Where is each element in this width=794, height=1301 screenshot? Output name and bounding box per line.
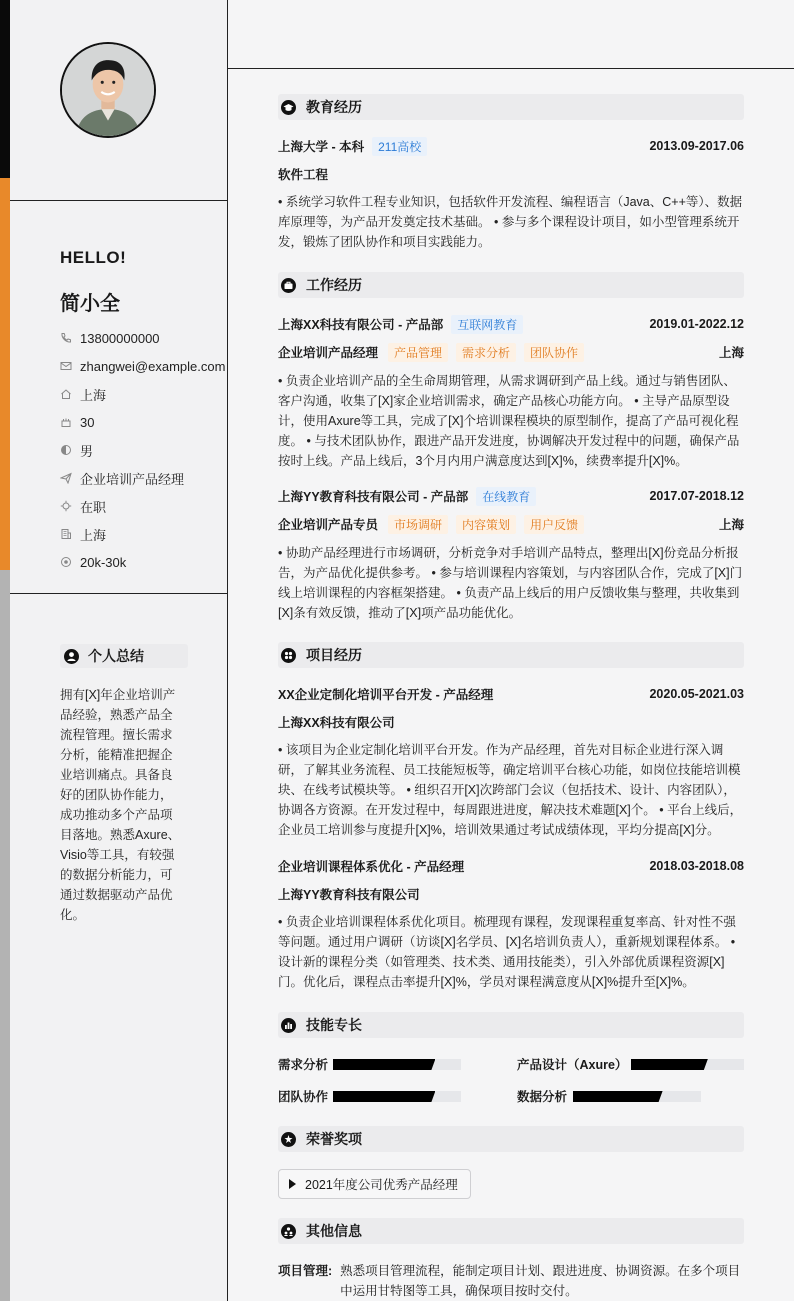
company-name: 上海YY教育科技有限公司 - 产品部 — [278, 490, 469, 504]
skill-tag: 需求分析 — [456, 343, 516, 362]
industry-tag: 互联网教育 — [451, 315, 523, 334]
project-company: 上海YY教育科技有限公司 — [278, 888, 420, 902]
age-icon — [60, 416, 72, 428]
skill-bar-fill — [631, 1059, 708, 1070]
skill-name: 团队协作 — [278, 1090, 329, 1104]
section-title: 教育经历 — [306, 99, 362, 115]
other-info-text: 熟悉项目管理流程，能制定项目计划、跟进进度、协调资源。在多个项目中运用甘特图等工具，确保项目按时交付。 — [340, 1264, 741, 1298]
work-description: • 协助产品经理进行市场调研，分析竞争对手培训产品特点，整理出[X]份竞品分析报告，为产品优化提供参考。 • 参与培训课程内容策划，与内容团队合作，完成了[X]门线上培训课程的内容框架搭建。 • 负责产品上线后的用户反馈收集与整理，共收集到[X]条有效反馈，推动了[X]项产品功能优化。 — [278, 546, 743, 620]
summary-text: 拥有[X]年企业培训产品经验，熟悉产品全流程管理。擅长需求分析，能精准把握企业培训痛点。具备良好的团队协作能力，成功推动多个产品项目落地。熟悉Axure、Visio等工具，有较强的数据分析能力，可通过数据驱动产品优化。 — [60, 688, 181, 922]
gender-value: 男 — [80, 443, 94, 459]
project-date: 2020.05-2021.03 — [649, 687, 744, 701]
people-icon — [281, 1224, 296, 1239]
education-description: • 系统学习软件工程专业知识，包括软件开发流程、编程语言（Java、C++等）、数据库原理等，为产品开发奠定技术基础。 • 参与多个课程设计项目，如小型管理系统开发，锻炼了团队协作和项目实践能力。 — [278, 195, 743, 249]
summary-header — [60, 644, 188, 668]
location-value: 上海 — [80, 387, 107, 403]
info-gender — [60, 436, 225, 464]
section-header-projects — [278, 642, 744, 668]
section-header-other — [278, 1218, 744, 1244]
award-item[interactable] — [278, 1169, 471, 1199]
skill-tag: 用户反馈 — [524, 515, 584, 534]
job-target-value: 企业培训产品经理 — [80, 471, 185, 487]
skill-bar-fill — [573, 1091, 663, 1102]
project-description: • 该项目为企业定制化培训平台开发。作为产品经理，首先对目标企业进行深入调研，了解其业务流程、员工技能短板等，确定培训平台核心功能，如岗位技能培训模块、在线考试模块等。 • 组织召开[X]次跨部门会议（包括技术、设计、内容团队），协调各方资源。在开发过程中，每周跟进进度，解决技术难题[X]个。 • 平台上线后，企业员工培训参与度提升[X]%，培训效果通过考试成绩体现，平均分提高[X]分。 — [278, 743, 743, 837]
project-entry-header — [278, 857, 744, 875]
skill-tag: 内容策划 — [456, 515, 516, 534]
building-icon — [60, 528, 72, 540]
skill-bar-fill — [333, 1059, 435, 1070]
work-city-value: 上海 — [80, 527, 107, 543]
info-job-target — [60, 464, 225, 492]
age-value: 30 — [80, 414, 95, 430]
user-icon — [64, 649, 79, 664]
school-tag: 211高校 — [372, 137, 427, 156]
section-header-education — [278, 94, 744, 120]
info-salary — [60, 548, 225, 576]
sidebar — [10, 0, 228, 1301]
project-date: 2018.03-2018.08 — [649, 859, 744, 873]
gender-icon — [60, 444, 72, 456]
accent-strip-top — [0, 0, 10, 178]
info-phone — [60, 324, 225, 352]
school-name: 上海大学 - 本科 — [278, 140, 365, 154]
work-city: 上海 — [718, 346, 744, 360]
education-date: 2013.09-2017.06 — [649, 139, 744, 153]
work-city: 上海 — [718, 518, 744, 532]
section-title: 其他信息 — [306, 1223, 362, 1239]
work-role-row — [278, 343, 744, 361]
project-company: 上海XX科技有限公司 — [278, 716, 395, 730]
sidebar-divider — [10, 593, 227, 594]
summary-title: 个人总结 — [88, 648, 144, 664]
project-company-row — [278, 713, 744, 731]
play-icon — [289, 1179, 296, 1189]
skill-bar — [333, 1091, 461, 1102]
avatar — [60, 42, 156, 138]
phone-value: 13800000000 — [80, 330, 160, 346]
skill-tag: 团队协作 — [524, 343, 584, 362]
section-header-work — [278, 272, 744, 298]
major: 软件工程 — [278, 168, 329, 182]
skill-name: 需求分析 — [278, 1058, 329, 1072]
info-email — [60, 352, 225, 380]
other-info-label: 项目管理: — [278, 1264, 333, 1278]
skill-bar — [333, 1059, 461, 1070]
section-title: 工作经历 — [306, 277, 362, 293]
work-description: • 负责企业培训产品的全生命周期管理，从需求调研到产品上线。通过与销售团队、客户沟通，收集了[X]家企业培训需求，确定产品核心功能方向。 • 主导产品原型设计，使用Axure等工具，完成了[X]个培训课程模块的原型制作，提高了产品可视化程度。 • 与技术团队协作，跟进产品开发进度，协调解决开发过程中的问题，确保产品按时上线。产品上线后，3个月内用户满意度达到[X]%，续费率提升[X]%。 — [278, 374, 740, 468]
industry-tag: 在线教育 — [476, 487, 536, 506]
status-icon — [60, 500, 72, 512]
education-entry-header — [278, 137, 744, 155]
work-date: 2017.07-2018.12 — [649, 489, 744, 503]
work-entry-header — [278, 315, 744, 333]
work-entry-header — [278, 487, 744, 505]
status-value: 在职 — [80, 499, 107, 515]
job-role: 企业培训产品专员 — [278, 518, 379, 532]
project-company-row — [278, 885, 744, 903]
bar-chart-icon — [281, 1018, 296, 1033]
briefcase-icon — [281, 278, 296, 293]
skill-tag: 产品管理 — [388, 343, 448, 362]
contact-info-list — [60, 324, 225, 576]
hello-heading: HELLO! — [60, 248, 127, 267]
salary-icon — [60, 556, 72, 568]
info-location — [60, 380, 225, 408]
skill-name: 数据分析 — [517, 1090, 568, 1104]
work-role-row — [278, 515, 744, 533]
other-info-row — [278, 1261, 744, 1301]
skill-bar — [631, 1059, 744, 1070]
skill-name: 产品设计（Axure） — [517, 1058, 628, 1072]
award-label: 2021年度公司优秀产品经理 — [305, 1178, 458, 1192]
section-header-skills — [278, 1012, 744, 1038]
grid-icon — [281, 648, 296, 663]
salary-value: 20k-30k — [80, 554, 127, 570]
sidebar-divider — [10, 200, 227, 201]
home-icon — [60, 388, 72, 400]
company-name: 上海XX科技有限公司 - 产品部 — [278, 318, 444, 332]
project-description: • 负责企业培训课程体系优化项目。梳理现有课程，发现课程重复率高、针对性不强等问题。通过用户调研（访谈[X]名学员、[X]名培训负责人），重新规划课程体系。 • 设计新的课程分类（如管理类、技术类、通用技能类），引入外部优质课程资源[X]门。优化后，课程点击率提升[X]%，学员对课程满意度从[X]%提升至[X]%。 — [278, 915, 736, 989]
job-role: 企业培训产品经理 — [278, 346, 379, 360]
graduation-cap-icon — [281, 100, 296, 115]
section-title: 荣誉奖项 — [306, 1131, 362, 1147]
project-name: 企业培训课程体系优化 - 产品经理 — [278, 860, 465, 874]
project-entry-header — [278, 685, 744, 703]
candidate-name: 简小全 — [60, 293, 120, 315]
skill-bar-fill — [333, 1091, 435, 1102]
section-header-awards — [278, 1126, 744, 1152]
skill-tag: 市场调研 — [388, 515, 448, 534]
trophy-icon — [281, 1132, 296, 1147]
section-title: 项目经历 — [306, 647, 362, 663]
work-date: 2019.01-2022.12 — [649, 317, 744, 331]
info-work-city — [60, 520, 225, 548]
email-value: zhangwei@example.com — [80, 358, 226, 374]
skill-bar — [573, 1091, 701, 1102]
info-age — [60, 408, 225, 436]
avatar-photo — [62, 44, 154, 136]
main-content — [228, 0, 794, 1301]
accent-strip-bottom — [0, 570, 10, 1301]
send-icon — [60, 472, 72, 484]
info-status — [60, 492, 225, 520]
header-divider — [228, 68, 794, 69]
education-major-row — [278, 165, 744, 183]
section-title: 技能专长 — [306, 1017, 362, 1033]
accent-strip-middle — [0, 178, 10, 570]
mail-icon — [60, 360, 72, 372]
phone-icon — [60, 332, 72, 344]
project-name: XX企业定制化培训平台开发 - 产品经理 — [278, 688, 494, 702]
